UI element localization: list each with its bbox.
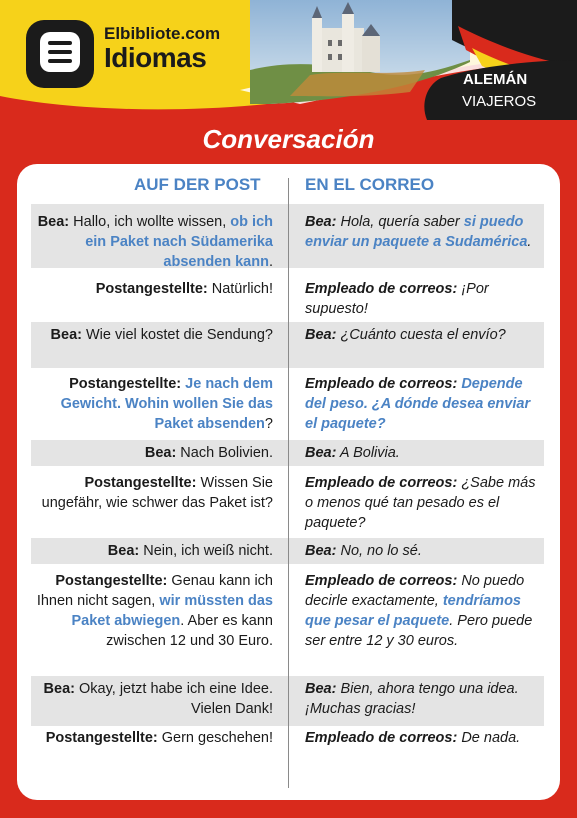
dialogue-text: Hola, quería saber xyxy=(336,214,464,230)
highlighted-phrase: wir müssten das Paket abwiegen xyxy=(71,593,273,629)
dialogue-text: Wie viel kostet die Sendung? xyxy=(81,327,273,343)
dialogue-text: ¡Por supuesto! xyxy=(305,281,489,317)
speaker-label: Postangestellte: xyxy=(95,281,208,297)
speaker-label: Postangestellte: xyxy=(45,730,158,746)
dialogue-text: Natürlich! xyxy=(207,281,273,297)
highlighted-phrase: Je nach dem Gewicht. Wohin wollen Sie das Paket absenden xyxy=(60,376,273,432)
dialogue-text: Okay, jetzt habe ich eine Idee. Vielen Dank! xyxy=(74,681,273,717)
column-divider xyxy=(288,178,289,788)
brand-name: Idiomas xyxy=(104,42,207,73)
speaker-label: Bea: xyxy=(50,327,82,343)
german-line xyxy=(31,374,273,434)
speaker-label: Bea: xyxy=(144,445,177,461)
dialogue-text: . xyxy=(527,234,532,250)
dialogue-text: No, no lo sé. xyxy=(336,543,422,559)
dialogue-text: De nada. xyxy=(457,730,521,746)
speaker-label: Postangestellte: xyxy=(84,475,197,491)
dialogue-text: Hallo, ich wollte wissen, xyxy=(69,214,231,230)
german-line xyxy=(31,212,273,272)
spanish-line xyxy=(305,279,541,319)
dialogue-text: Nein, ich weiß nicht. xyxy=(139,543,273,559)
speaker-label: Postangestellte: xyxy=(69,376,182,392)
highlighted-phrase: tendríamos que pesar el paquete xyxy=(305,593,521,629)
speaker-label: Bea: xyxy=(305,214,337,230)
speaker-label: Empleado de correos: xyxy=(305,281,458,297)
dialogue-text: . Aber es kann zwischen 12 und 30 Euro. xyxy=(106,613,273,649)
audience-label: VIAJEROS xyxy=(462,93,537,110)
speaker-label: Empleado de correos: xyxy=(305,573,458,589)
dialogue-text: Bien, ahora tengo una idea. ¡Muchas gracias! xyxy=(305,681,519,717)
highlighted-phrase: ob ich ein Paket nach Südamerika absenden kann xyxy=(85,214,273,270)
speaker-label: Empleado de correos: xyxy=(305,730,458,746)
german-line xyxy=(31,679,273,719)
spanish-line xyxy=(305,325,541,345)
dialogue-text: ¿Cuánto cuesta el envío? xyxy=(336,327,506,343)
logo-icon xyxy=(26,20,94,88)
dialogue-text: . xyxy=(268,254,273,270)
spanish-line xyxy=(305,473,541,533)
german-line xyxy=(31,279,273,299)
spanish-line xyxy=(305,212,541,252)
spanish-line xyxy=(305,541,541,561)
dialogue-text: Nach Bolivien. xyxy=(176,445,273,461)
german-column-heading: AUF DER POST xyxy=(134,175,261,194)
speaker-label: Postangestellte: xyxy=(55,573,168,589)
dialogue-text: ? xyxy=(264,416,273,432)
speaker-label: Empleado de correos: xyxy=(305,475,458,491)
german-line xyxy=(31,325,273,345)
spanish-line xyxy=(305,374,541,434)
speaker-label: Empleado de correos: xyxy=(305,376,458,392)
spanish-line xyxy=(305,679,541,719)
dialogue-text: Genau kann ich Ihnen nicht sagen, xyxy=(36,573,273,609)
german-line xyxy=(31,728,273,748)
spanish-line xyxy=(305,571,541,651)
dialogue-text: A Bolivia. xyxy=(336,445,400,461)
highlighted-phrase: Depende del peso. ¿A dónde desea enviar el paquete? xyxy=(305,376,531,432)
german-line xyxy=(31,541,273,561)
dialogue-text: Wissen Sie ungefähr, wie schwer das Paket ist? xyxy=(41,475,273,511)
speaker-label: Bea: xyxy=(37,214,70,230)
spanish-line xyxy=(305,443,541,463)
speaker-label: Bea: xyxy=(305,445,337,461)
german-line xyxy=(31,473,273,513)
speaker-label: Bea: xyxy=(107,543,140,559)
dialogue-text: . Pero puede ser entre 12 y 30 euros. xyxy=(305,613,533,649)
dialogue-text: No puedo decirle exactamente, xyxy=(305,573,525,609)
speaker-label: Bea: xyxy=(305,543,337,559)
german-line xyxy=(31,443,273,463)
speaker-label: Bea: xyxy=(43,681,75,697)
page-title: Conversación xyxy=(202,124,375,154)
language-label: ALEMÁN xyxy=(463,71,528,88)
dialogue-text: ¿Sabe más o menos qué tan pesado es el paquete? xyxy=(305,475,536,531)
brand-site: Elbibliote.com xyxy=(104,24,221,43)
speaker-label: Bea: xyxy=(305,681,337,697)
language-badge xyxy=(417,58,577,120)
spanish-line xyxy=(305,728,541,748)
highlighted-phrase: si puedo enviar un paquete a Sudamérica xyxy=(305,214,528,250)
german-line xyxy=(31,571,273,651)
spanish-column-heading: EN EL CORREO xyxy=(305,175,435,194)
speaker-label: Bea: xyxy=(305,327,337,343)
dialogue-text: Gern geschehen! xyxy=(157,730,273,746)
